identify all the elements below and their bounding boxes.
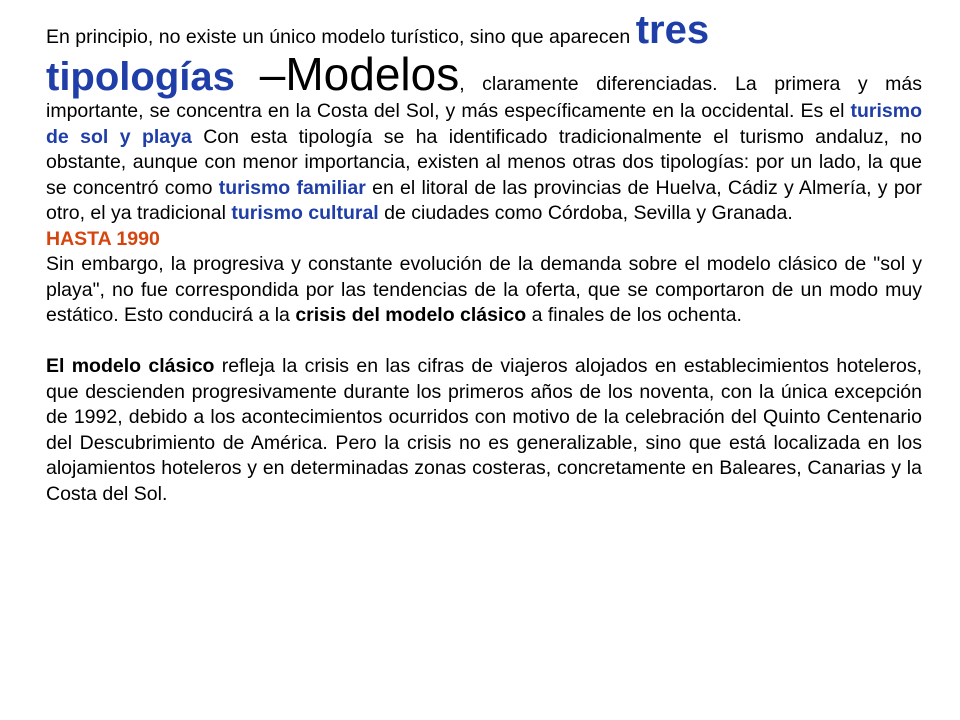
keyword-turismo-cultural: turismo cultural [231,202,379,224]
intro-paragraph [46,8,922,227]
evolution-text-1: Sin embargo, la progresiva y constante evolución de la demanda sobre el modelo clásico de "sol y playa", no fue correspondida por las tendencias de la oferta, que se comportaron de un modo muy estático. Esto conducirá a la [46,253,922,326]
highlight-modelos: –Modelos [234,48,460,100]
intro-rest-3: en el litoral de las provincias de Huelva, Cádiz y Almería, y por otro, el ya tradicional [46,176,922,224]
crisis-text: refleja la crisis en las cifras de viajeros alojados en establecimientos hoteleros, que descienden progresivamente durante los primeros años de los noventa, con la única excepción de 1992, debido a los acontecimientos ocurridos con motivo de la celebración del Quinto Centenario del Descubrimiento de América. Pero la crisis no es generalizable, sino que está localizada en los alojamientos hoteleros y en determinadas zonas costeras, concretamente en Baleares, Canarias y la Costa del Sol. [46,355,922,505]
highlight-tipologias: tipologías [46,55,235,99]
intro-rest-2: Con esta tipología se ha identificado tradicionalmente el turismo andaluz, no obstante, aunque con menor importancia, existen al menos otras dos tipologías: por un lado, la que se concentró como [46,125,922,199]
intro-lead: En principio, no existe un único modelo turístico, sino que aparecen [46,26,636,48]
highlight-tres: tres [635,8,710,52]
evolution-text-2: a finales de los ochenta. [526,304,742,326]
evolution-paragraph [46,252,922,329]
bold-crisis-modelo-clasico: crisis del modelo clásico [295,304,527,326]
crisis-paragraph [46,354,922,507]
intro-rest-4: de ciudades como Córdoba, Sevilla y Granada. [378,202,793,224]
section-heading: HASTA 1990 [46,227,160,250]
keyword-sol-y-playa: turismo de sol y playa [46,100,922,148]
keyword-turismo-familiar: turismo familiar [218,176,366,199]
intro-rest-1: , claramente diferenciadas. La primera y más importante, se concentra en la Costa del Sol, y más específicamente en la occidental. Es el [46,73,922,122]
paragraph-gap [46,329,922,355]
slide-content [46,8,922,713]
bold-el-modelo-clasico: El modelo clásico [46,355,215,377]
